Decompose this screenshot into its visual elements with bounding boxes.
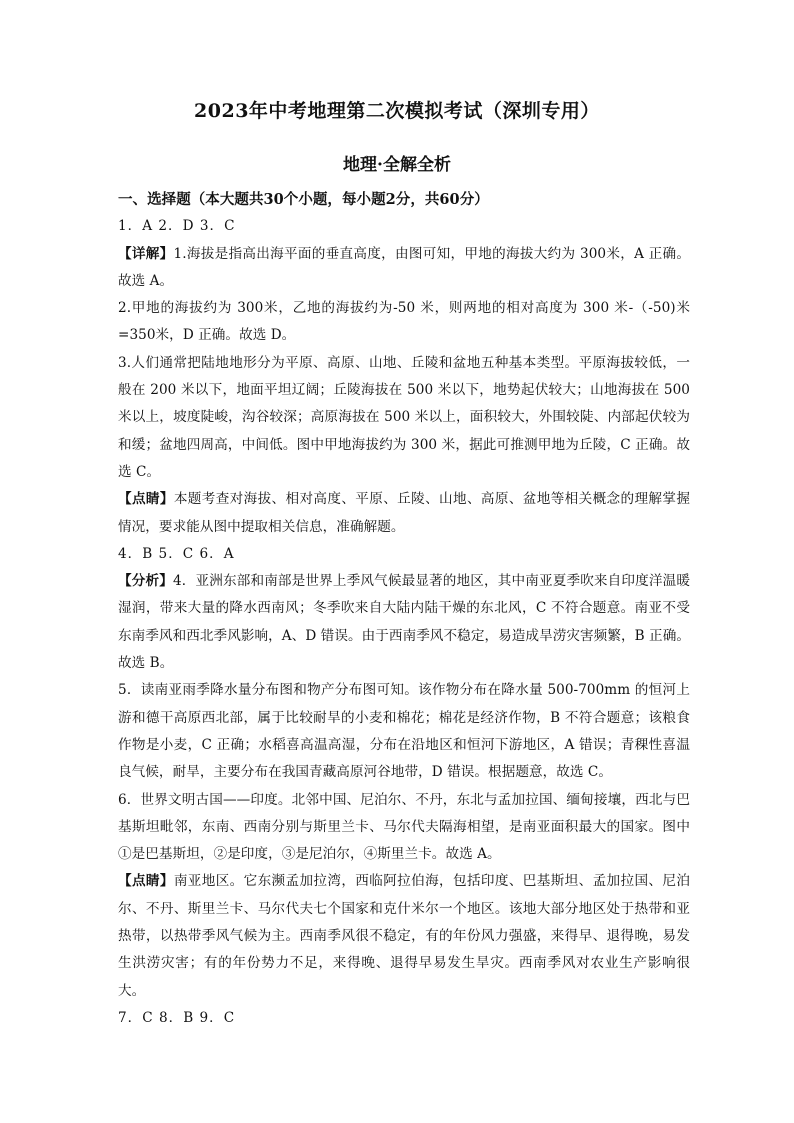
paragraph-text: 南亚地区。它东濒孟加拉湾，西临阿拉伯海，包括印度、巴基斯坦、孟加拉国、尼泊尔、不丹、斯里兰卡、马尔代夫七个国家和克什米尔一个地区。该地大部分地区处于热带和亚热带，以热带季风气候为主。西南季风很不稳定，有的年份风力强盛，来得早、退得晚，易发生洪涝灾害；有的年份势力不足，来得晚、退得早易发生旱灾。西南季风对农业生产影响很大。: [118, 873, 690, 999]
document-subtitle: 地理·全解全析: [343, 155, 451, 175]
answer-line: 4．B 5．C 6．A: [118, 545, 235, 562]
paragraph-text: 4．亚洲东部和南部是世界上季风气候最显著的地区，其中南亚夏季吹来自印度洋温暖湿润，带来大量的降水西南风；冬季吹来自大陆内陆干燥的东北风，C 不符合题意。南亚不受东南季风和西北季风影响，A、D 错误。由于西南季风不稳定，易造成旱涝灾害频繁，B 正确。故选 B。: [118, 573, 691, 672]
paragraph-text: 6．世界文明古国——印度。北邻中国、尼泊尔、不丹，东北与孟加拉国、缅甸接壤，西北与巴基斯坦毗邻，东南、西南分别与斯里兰卡、马尔代夫隔海相望，是南亚面积最大的国家。图中①是巴基斯坦，②是印度，③是尼泊尔，④斯里兰卡。故选 A。: [118, 791, 690, 863]
paragraph-text: 1.海拔是指高出海平面的垂直高度，由图可知，甲地的海拔大约为 300米，A 正确。故选 A。: [118, 245, 690, 289]
paragraph: [118, 787, 690, 869]
paragraph-tag: 【点睛】: [118, 491, 174, 508]
document-title: 2023年中考地理第二次模拟考试（深圳专用）: [194, 100, 600, 122]
paragraph-tag: 【分析】: [118, 573, 173, 590]
paragraph: [118, 677, 690, 786]
paragraph: [118, 241, 690, 296]
paragraph-text: 5．读南亚雨季降水量分布图和物产分布图可知。该作物分布在降水量 500-700mm 的恒河上游和德干高原西北部，属于比较耐旱的小麦和棉花；棉花是经济作物，B 不符合题意；该粮食作物是小麦，C 正确；水稻喜高温高湿，分布在沿地区和恒河下游地区，A 错误；青稞性喜温良气候，耐旱，主要分布在我国青藏高原河谷地带，D 错误。根据题意，故选 C。: [118, 682, 690, 781]
document-body: [118, 186, 690, 1032]
paragraph: [118, 486, 690, 541]
answer-line: 7．C 8．B 9．C: [118, 1009, 236, 1026]
paragraph: [118, 295, 690, 350]
paragraph: [118, 868, 690, 1004]
paragraph: [118, 350, 690, 486]
paragraph: [118, 568, 690, 677]
paragraph-tag: 【点睛】: [118, 873, 174, 890]
paragraph-text: 3.人们通常把陆地地形分为平原、高原、山地、丘陵和盆地五种基本类型。平原海拔较低，一般在 200 米以下，地面平坦辽阔；丘陵海拔在 500 米以下，地势起伏较大；山地海拔在 500米以上，坡度陡峻，沟谷较深；高原海拔在 500 米以上，面积较大，外围较陡、内部起伏较为和缓；盆地四周高，中间低。图中甲地海拔约为 300 米，据此可推测甲地为丘陵，C 正确。故选 C。: [118, 354, 690, 480]
section-heading: 一、选择题（本大题共30个小题，每小题2分，共60分）: [118, 191, 489, 208]
paragraph-text: 本题考查对海拔、相对高度、平原、丘陵、山地、高原、盆地等相关概念的理解掌握情况，要求能从图中提取相关信息，准确解题。: [118, 491, 690, 535]
paragraph-text: 2.甲地的海拔约为 300米，乙地的海拔约为-50 米，则两地的相对高度为 300 米-（-50)米=350米，D 正确。故选 D。: [118, 300, 690, 344]
paragraph-tag: 【详解】: [118, 245, 174, 262]
answer-line: 1．A 2．D 3．C: [118, 218, 236, 235]
